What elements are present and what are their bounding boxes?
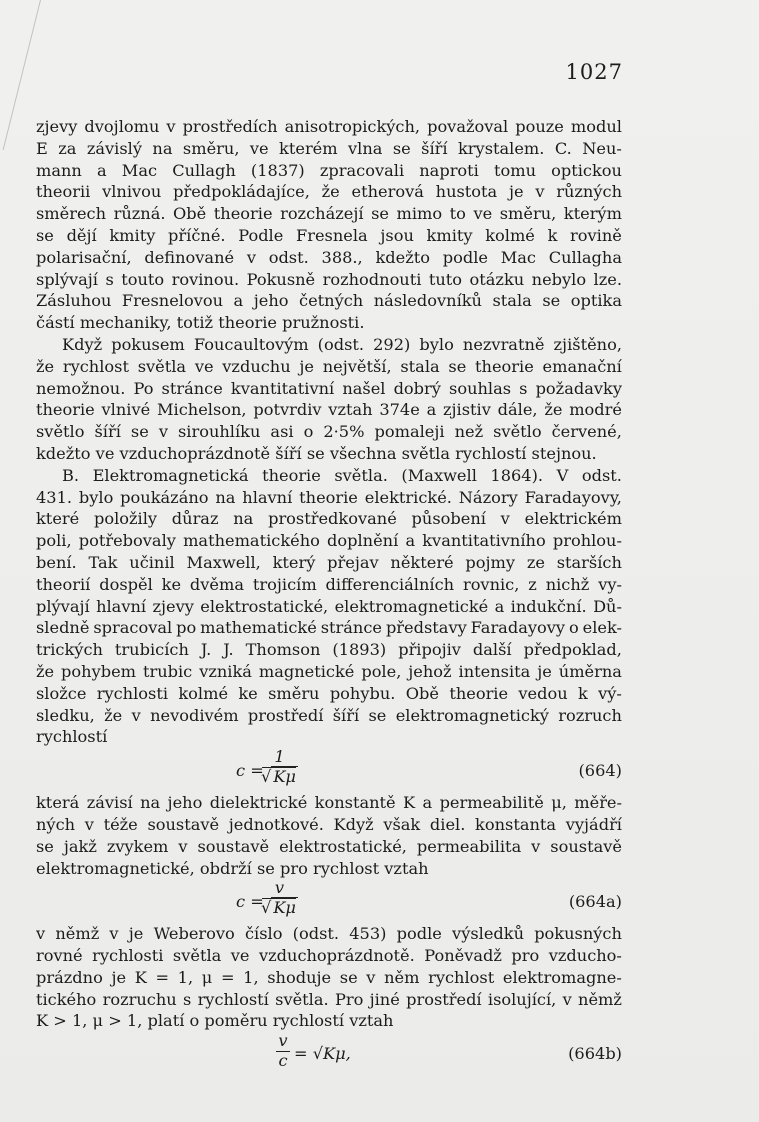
- text-line: sledku, že v nevodivém prostředí šíří se elektromagnetický rozruch: [36, 705, 622, 725]
- paragraph-block-2: [36, 792, 622, 879]
- text-line: rychlostí: [36, 727, 108, 747]
- text-line: tického rozruchu s rychlostí světla. Pro jiné prostředí isolující, v němž: [36, 989, 622, 1009]
- eq664a-numerator: v: [274, 878, 285, 898]
- text-line: se jakž zvykem v soustavě elektrostatické, permeabilita v soustavě: [36, 836, 622, 856]
- eq664-number: (664): [578, 761, 622, 781]
- eq664a-denominator: √ Kμ: [261, 898, 296, 918]
- text-line: mann a Mac Cullagh (1837) zpracovali naproti tomu optickou: [36, 160, 622, 180]
- eq664-denominator: √ Kμ: [261, 767, 296, 787]
- text-line: ných v téže soustavě jednotkové. Když však diel. konstanta vyjádří: [36, 814, 622, 834]
- eq664-numerator: 1: [274, 747, 285, 767]
- text-line: poli, potřebovaly mathematického doplnění a kvantitativního prohlou-: [36, 531, 622, 551]
- text-line: kdežto ve vzduchoprázdnotě šíří se všechna světla rychlostí stejnou.: [36, 443, 597, 463]
- text-line: se dějí kmity příčné. Podle Fresnela jsou kmity kolmé k rovině: [36, 225, 622, 245]
- text-line: Když pokusem Foucaultovým (odst. 292) bylo nezvratně zjištěno,: [62, 334, 622, 354]
- text-line: složce rychlosti kolmé ke směru pohybu. Obě theorie vedou k vý-: [36, 683, 622, 703]
- text-line: které položily důraz na prostředkované působení v elektrickém: [36, 509, 622, 529]
- eq664b-number: (664b): [568, 1044, 622, 1064]
- eq664a-fraction: [261, 879, 298, 917]
- body-text: [36, 116, 622, 1076]
- text-line: nemožnou. Po stránce kvantitativní našel dobrý souhlas s požadavky: [36, 378, 622, 398]
- text-line: sledně spracoval po mathematické stránce představy Faradayovy o elek-: [36, 618, 622, 638]
- text-line: polarisační, definované v odst. 388., kdežto podle Mac Cullagha: [36, 247, 622, 267]
- text-line: trických trubicích J. J. Thomson (1893) připojiv další předpoklad,: [36, 640, 622, 660]
- eq664b-rhs: = √Kμ,: [294, 1044, 351, 1064]
- text-line: 431. bylo poukázáno na hlavní theorie elektrické. Názory Faradayovy,: [36, 487, 622, 507]
- eq664-lhs: c =: [236, 761, 264, 781]
- text-line: elektromagnetické, obdrží se pro rychlost vztah: [36, 858, 429, 878]
- paragraph-block-1: [36, 116, 622, 748]
- text-line: v němž v je Weberovo číslo (odst. 453) podle výsledků pokusných: [36, 924, 622, 944]
- text-line: která závisí na jeho dielektrické konstantě K a permeabilitě μ, měře-: [36, 793, 622, 813]
- eq664b-denominator: c: [278, 1051, 288, 1071]
- text-line: zjevy dvojlomu v prostředích anisotropických, považoval pouze modul: [36, 117, 622, 136]
- text-line: prázdno je K = 1, μ = 1, shoduje se v něm rychlost elektromagne-: [36, 967, 622, 987]
- text-line: rovné rychlosti světla ve vzduchoprázdnotě. Poněvadž pro vzducho-: [36, 946, 622, 966]
- eq664b-numerator: v: [278, 1031, 288, 1051]
- text-line: světlo šíří se v sirouhlíku asi o 2·5% pomaleji než světlo červené,: [36, 422, 622, 442]
- text-line: theorií dospěl ke dvěma trojicím differenciálních rovnic, z nichž vy-: [36, 574, 622, 594]
- equation-664b: [36, 1032, 622, 1076]
- scan-crease: [0, 0, 41, 150]
- equation-664a: [36, 879, 622, 923]
- eq664a-number: (664a): [568, 892, 622, 912]
- text-line: E za závislý na směru, ve kterém vlna se šíří krystalem. C. Neu-: [36, 138, 622, 158]
- text-line: B. Elektromagnetická theorie světla. (Maxwell 1864). V odst.: [62, 465, 622, 485]
- eq664b-fraction: [276, 1032, 290, 1070]
- page-number: 1027: [565, 60, 623, 84]
- text-line: směrech různá. Obě theorie rozcházejí se mimo to ve směru, kterým: [36, 204, 622, 224]
- text-line: K > 1, μ > 1, platí o poměru rychlostí vztah: [36, 1011, 394, 1031]
- equation-664: [36, 748, 622, 792]
- text-line: bení. Tak učinil Maxwell, který přejav některé pojmy ze starších: [36, 552, 622, 572]
- text-line: splývají s touto rovinou. Pokusně rozhodnouti tuto otázku nebylo lze.: [36, 269, 622, 289]
- text-line: plývají hlavní zjevy elektrostatické, elektromagnetické a indukční. Dů-: [36, 596, 622, 616]
- text-line: částí mechaniky, totiž theorie pružnosti.: [36, 313, 365, 333]
- text-line: Zásluhou Fresnelovou a jeho četných následovníků stala se optika: [36, 291, 622, 311]
- eq664a-lhs: c =: [236, 892, 264, 912]
- paragraph-block-3: [36, 923, 622, 1032]
- eq664-fraction: [261, 748, 298, 786]
- text-line: theorie vlnivé Michelson, potvrdiv vztah 374e a zjistiv dále, že modré: [36, 400, 622, 420]
- text-line: theorii vlnivou předpokládajíce, že etherová hustota je v různých: [36, 182, 622, 202]
- text-line: že pohybem trubic vzniká magnetické pole, jehož intensita je úměrna: [36, 661, 622, 681]
- text-line: že rychlost světla ve vzduchu je největší, stala se theorie emanační: [36, 356, 622, 376]
